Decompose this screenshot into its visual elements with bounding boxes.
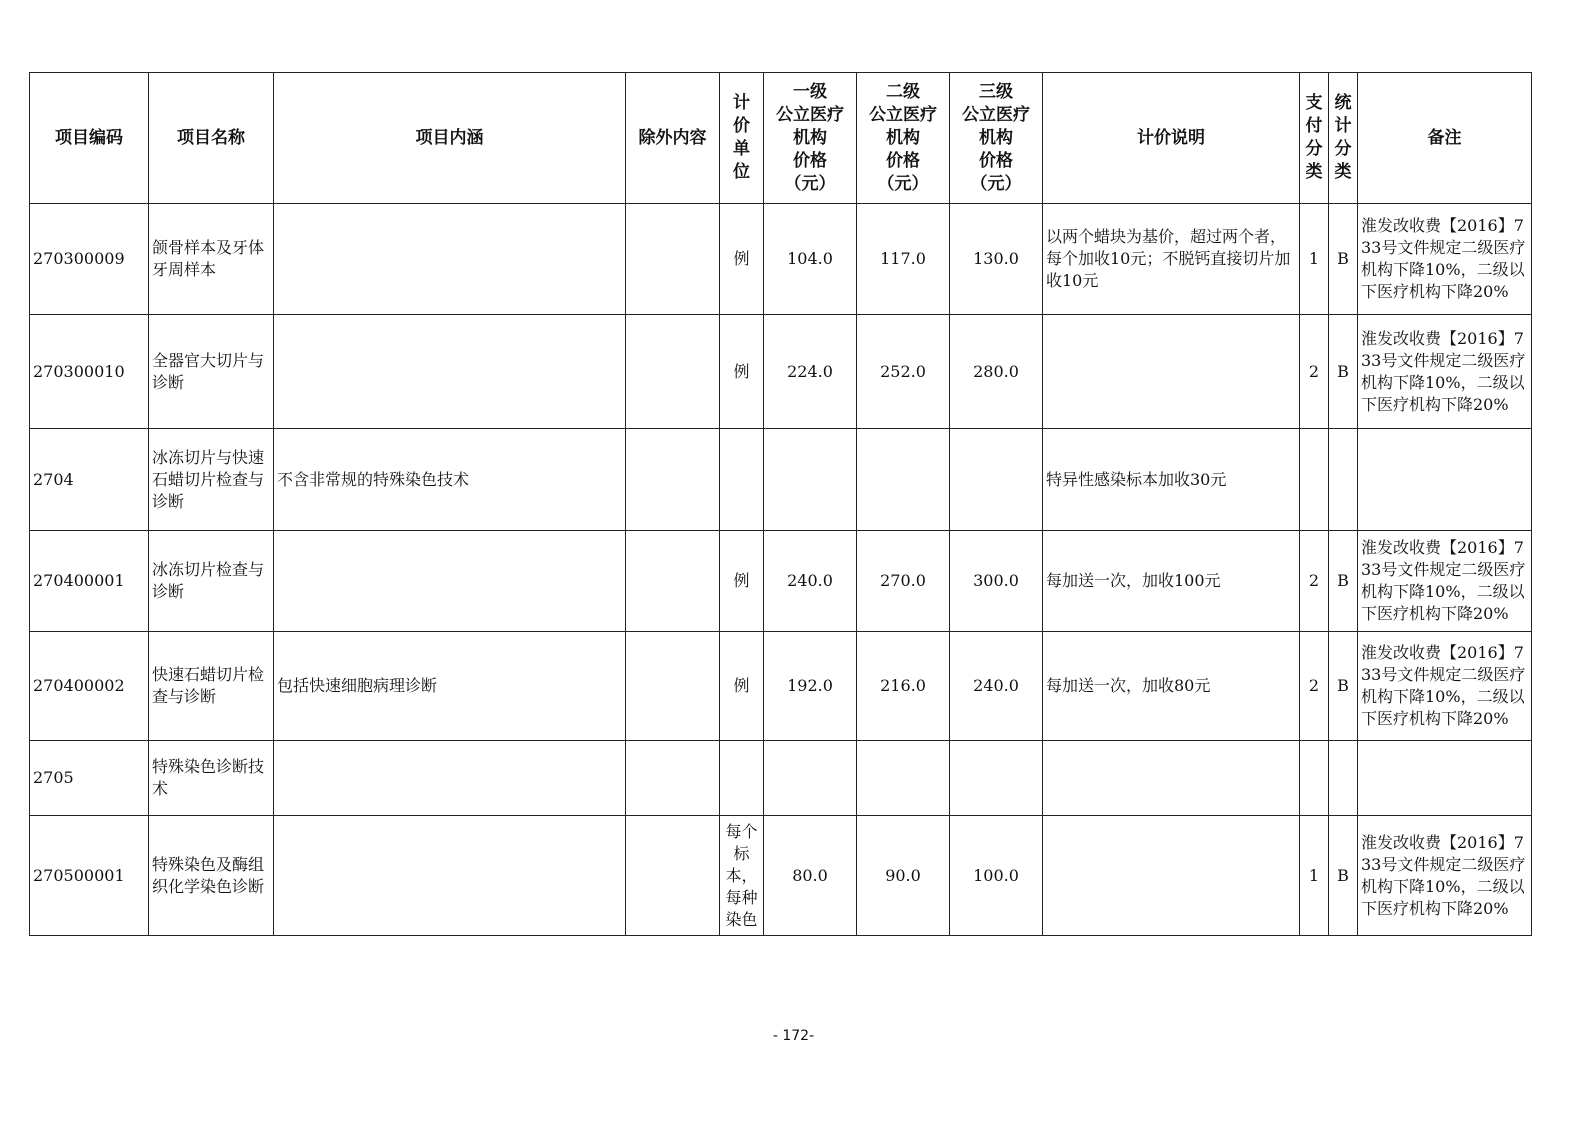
row-pay: 1	[1300, 816, 1329, 936]
table-row	[30, 741, 1532, 816]
header-remark: 备注	[1358, 73, 1532, 204]
row-pay: 1	[1300, 204, 1329, 315]
row-unit: 例	[720, 315, 764, 429]
row-price-level2: 252.0	[857, 315, 950, 429]
table-row	[30, 632, 1532, 741]
row-content: 包括快速细胞病理诊断	[274, 632, 626, 741]
row-exclusion	[626, 632, 720, 741]
row-unit	[720, 429, 764, 531]
table-row	[30, 204, 1532, 315]
row-exclusion	[626, 816, 720, 936]
row-desc: 以两个蜡块为基价，超过两个者，每个加收10元；不脱钙直接切片加收10元	[1043, 204, 1300, 315]
row-price-level3: 280.0	[950, 315, 1043, 429]
row-stat: B	[1329, 531, 1358, 632]
header-name: 项目名称	[149, 73, 274, 204]
row-remark: 淮发改收费【2016】733号文件规定二级医疗机构下降10%，二级以下医疗机构下降20%	[1358, 632, 1532, 741]
row-pay	[1300, 741, 1329, 816]
header-unit: 计 价 单 位	[720, 73, 764, 204]
header-exclusion: 除外内容	[626, 73, 720, 204]
row-remark	[1358, 741, 1532, 816]
row-price-level2	[857, 429, 950, 531]
row-name: 快速石蜡切片检查与诊断	[149, 632, 274, 741]
table-row	[30, 531, 1532, 632]
row-content	[274, 741, 626, 816]
row-price-level3: 100.0	[950, 816, 1043, 936]
row-price-level1: 80.0	[764, 816, 857, 936]
row-code: 270300010	[30, 315, 149, 429]
row-pay: 2	[1300, 531, 1329, 632]
row-stat: B	[1329, 816, 1358, 936]
row-code: 270400002	[30, 632, 149, 741]
fee-table	[29, 72, 1532, 936]
row-name: 颌骨样本及牙体牙周样本	[149, 204, 274, 315]
row-stat: B	[1329, 204, 1358, 315]
row-price-level3	[950, 429, 1043, 531]
row-code: 270500001	[30, 816, 149, 936]
row-remark	[1358, 429, 1532, 531]
row-name: 冰冻切片检查与诊断	[149, 531, 274, 632]
row-name: 全器官大切片与诊断	[149, 315, 274, 429]
row-price-level1	[764, 741, 857, 816]
row-price-level1: 192.0	[764, 632, 857, 741]
row-name: 冰冻切片与快速石蜡切片检查与诊断	[149, 429, 274, 531]
row-content	[274, 531, 626, 632]
row-code: 270300009	[30, 204, 149, 315]
header-stat: 统 计 分 类	[1329, 73, 1358, 204]
table-row	[30, 315, 1532, 429]
row-exclusion	[626, 741, 720, 816]
header-code: 项目编码	[30, 73, 149, 204]
row-remark: 淮发改收费【2016】733号文件规定二级医疗机构下降10%，二级以下医疗机构下降20%	[1358, 531, 1532, 632]
row-pay: 2	[1300, 315, 1329, 429]
row-unit	[720, 741, 764, 816]
row-exclusion	[626, 429, 720, 531]
row-name: 特殊染色及酶组织化学染色诊断	[149, 816, 274, 936]
row-price-level1: 224.0	[764, 315, 857, 429]
row-price-level1: 104.0	[764, 204, 857, 315]
row-remark: 淮发改收费【2016】733号文件规定二级医疗机构下降10%，二级以下医疗机构下降20%	[1358, 816, 1532, 936]
header-pay: 支 付 分 类	[1300, 73, 1329, 204]
row-stat: B	[1329, 315, 1358, 429]
table-row	[30, 429, 1532, 531]
row-unit: 例	[720, 204, 764, 315]
row-price-level3	[950, 741, 1043, 816]
header-price-level1: 一级 公立医疗 机构 价格 （元）	[764, 73, 857, 204]
row-price-level3: 130.0	[950, 204, 1043, 315]
row-exclusion	[626, 315, 720, 429]
row-code: 270400001	[30, 531, 149, 632]
page-number: - 172-	[772, 1028, 815, 1044]
row-desc	[1043, 741, 1300, 816]
row-desc: 特异性感染标本加收30元	[1043, 429, 1300, 531]
row-desc	[1043, 315, 1300, 429]
row-price-level2: 216.0	[857, 632, 950, 741]
row-price-level1	[764, 429, 857, 531]
row-price-level2: 90.0	[857, 816, 950, 936]
header-content: 项目内涵	[274, 73, 626, 204]
row-stat	[1329, 429, 1358, 531]
row-price-level1: 240.0	[764, 531, 857, 632]
row-content	[274, 204, 626, 315]
row-unit: 例	[720, 531, 764, 632]
row-content: 不含非常规的特殊染色技术	[274, 429, 626, 531]
row-desc	[1043, 816, 1300, 936]
row-price-level2	[857, 741, 950, 816]
row-content	[274, 816, 626, 936]
row-exclusion	[626, 531, 720, 632]
header-price-level3: 三级 公立医疗 机构 价格 （元）	[950, 73, 1043, 204]
row-stat: B	[1329, 632, 1358, 741]
row-unit: 例	[720, 632, 764, 741]
row-code: 2704	[30, 429, 149, 531]
row-remark: 淮发改收费【2016】733号文件规定二级医疗机构下降10%，二级以下医疗机构下降20%	[1358, 315, 1532, 429]
header-price-level2: 二级 公立医疗 机构 价格 （元）	[857, 73, 950, 204]
header-desc: 计价说明	[1043, 73, 1300, 204]
row-pay: 2	[1300, 632, 1329, 741]
row-price-level3: 240.0	[950, 632, 1043, 741]
row-remark: 淮发改收费【2016】733号文件规定二级医疗机构下降10%，二级以下医疗机构下降20%	[1358, 204, 1532, 315]
row-content	[274, 315, 626, 429]
header-row	[30, 73, 1532, 204]
row-unit: 每个标本，每种染色	[720, 816, 764, 936]
row-price-level2: 270.0	[857, 531, 950, 632]
row-price-level2: 117.0	[857, 204, 950, 315]
row-pay	[1300, 429, 1329, 531]
row-desc: 每加送一次，加收80元	[1043, 632, 1300, 741]
row-desc: 每加送一次，加收100元	[1043, 531, 1300, 632]
row-price-level3: 300.0	[950, 531, 1043, 632]
row-code: 2705	[30, 741, 149, 816]
row-exclusion	[626, 204, 720, 315]
row-stat	[1329, 741, 1358, 816]
table-row	[30, 816, 1532, 936]
row-name: 特殊染色诊断技术	[149, 741, 274, 816]
